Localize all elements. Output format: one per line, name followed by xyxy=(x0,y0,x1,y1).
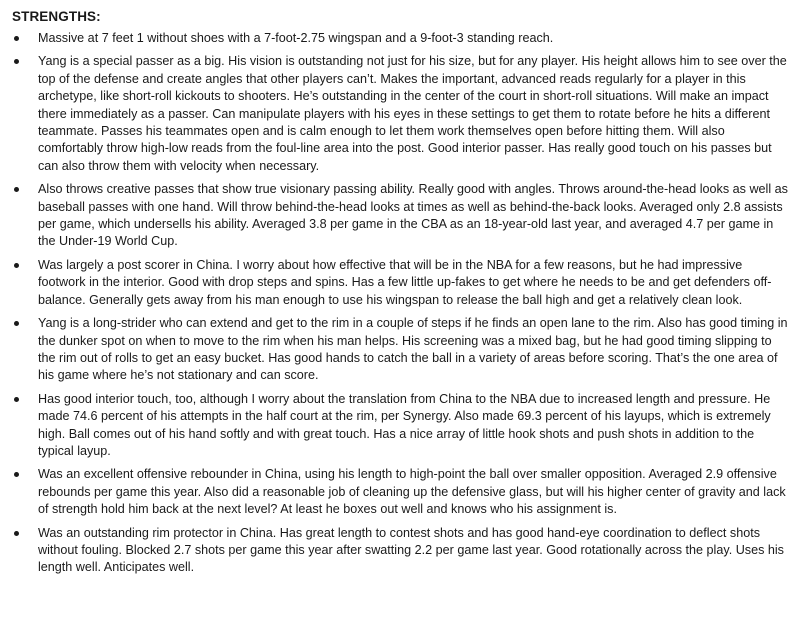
list-item xyxy=(12,391,790,461)
bullet-icon xyxy=(14,321,19,326)
list-item-text: Massive at 7 feet 1 without shoes with a 7-foot-2.75 wingspan and a 9-foot-3 standing reach. xyxy=(38,31,554,45)
list-item-text: Has good interior touch, too, although I worry about the translation from China to the NBA due to increased length and pressure. He made 74.6 percent of his attempts in the half court at the rim, per Synergy. Also made 69.3 percent of his layups, which is extremely high. Ball comes out of his hand softly and with great touch. Has a nice array of little hook shots and push shots in addition to the typical layup. xyxy=(38,391,771,458)
list-item-text: Was an outstanding rim protector in China. Has great length to contest shots and has good hand-eye coordination to deflect shots without fouling. Blocked 2.7 shots per game this year after swatting 2.2 per game last year. Good rotationally across the play. Uses his length well. Anticipates well. xyxy=(38,525,784,575)
list-item-text: Yang is a long-strider who can extend and get to the rim in a couple of steps if he finds an open lane to the rim. Also has good timing in the dunker spot on when to move to the rim when his man helps. His screening was a mixed bag, but he had good timing slipping to the rim out of rolls to get an easy bucket. Has good hands to catch the ball in a variety of areas before scoring. That’s the one area of his game where he’s not stationary and can score. xyxy=(38,316,788,383)
list-item xyxy=(12,315,790,385)
list-item xyxy=(12,30,790,47)
list-item xyxy=(12,181,790,251)
list-item-text: Was largely a post scorer in China. I worry about how effective that will be in the NBA for a few reasons, but he had impressive footwork in the interior. Good with drop steps and spins. Has a few little up-fakes to get where he needs to be and get defenders off-balance. Generally gets away from his man enough to use his wingspan to release the ball high and get a relatively clean look. xyxy=(38,257,772,307)
list-item-text: Yang is a special passer as a big. His vision is outstanding not just for his size, but for any player. His height allows him to see over the top of the defense and create angles that other players can’t. Makes the important, advanced reads regularly for a player in this archetype, like short-roll kickouts to shooters. He’s outstanding in the center of the court in short-roll situations. Will make an impact there immediately as a passer. Can manipulate players with his eyes in these settings to get them to rotate before he hits a different teammate. Passes his teammates open and is calm enough to let them work themselves open before hitting them. Will also comfortably throw high-low reads from the foul-line area into the post. Good interior passer. Has really good touch on his passes but can also throw them with velocity when necessary. xyxy=(38,54,787,173)
bullet-icon xyxy=(14,59,19,64)
list-item xyxy=(12,257,790,309)
bullet-icon xyxy=(14,187,19,192)
list-item-text: Also throws creative passes that show true visionary passing ability. Really good with angles. Throws around-the-head looks as well as baseball passes with one hand. Will throw behind-the-head looks at times as well as behind-the-back looks. Averaged only 2.8 assists per game, which undersells his ability. Averaged 3.8 per game in the CBA as an 18-year-old last year, and averaged 4.7 per game in the Under-19 World Cup. xyxy=(38,182,788,249)
bullet-icon xyxy=(14,36,19,41)
strengths-list xyxy=(12,30,790,577)
section-heading: STRENGTHS: xyxy=(12,9,101,24)
bullet-icon xyxy=(14,263,19,268)
bullet-icon xyxy=(14,397,19,402)
bullet-icon xyxy=(14,531,19,536)
list-item xyxy=(12,525,790,577)
bullet-icon xyxy=(14,472,19,477)
list-item xyxy=(12,466,790,518)
list-item xyxy=(12,53,790,175)
list-item-text: Was an excellent offensive rebounder in China, using his length to high-point the ball over smaller opposition. Averaged 2.9 offensive rebounds per game this year. Also did a reasonable job of cleaning up the defensive glass, but will his higher center of gravity and lack of strength hold him back at the next level? At least he boxes out well and knows who his assignment is. xyxy=(38,467,786,517)
